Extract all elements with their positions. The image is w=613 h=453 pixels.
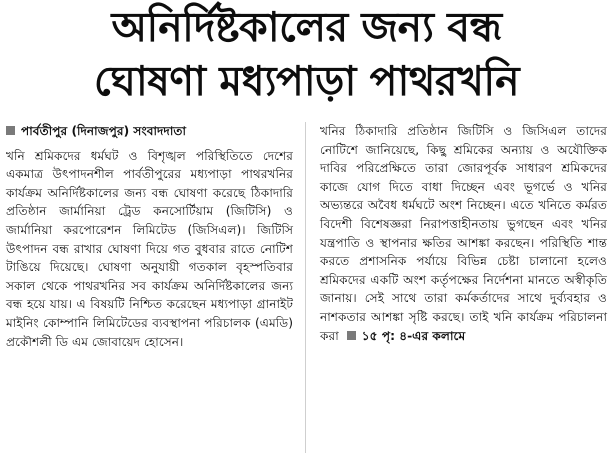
square-bullet-icon [6,126,15,135]
continued-on [339,329,465,343]
continued-on-text: ১৫ পৃ: ৪-এর কলামে [361,328,466,343]
dateline-text: পার্বতীপুর (দিনাজপুর) সংবাদদাতা [21,124,187,138]
dateline [6,122,293,141]
right-column-text [320,122,607,345]
square-marker-icon [347,331,356,340]
left-column-text: খনি শ্রমিকদের ধর্মঘট ও বিশৃঙ্খল পরিস্থিতিতে দেশের একমাত্র উৎপাদনশীল পার্বতীপুরের মধ্যপাড়া পাথরখনির কার্যক্রম অনির্দিষ্টকালের জন্য বন্ধ ঘোষণা করেছে ঠিকাদারি প্রতিষ্ঠান জার্মানিয়া ট্রেড কনসোর্টিয়াম (জিটিসি) ও জার্মানিয়া করপোরেশন লিমিটেড (জিসিএল)। জিটিসি উৎপাদন বন্ধ রাখার ঘোষণা দিয়ে গত বুধবার রাতে নোটিশ টাঙিয়ে দিয়েছে। ঘোষণা অনুযায়ী গতকাল বৃহস্পতিবার সকাল থেকে পাথরখনির সব কার্যক্রম অনির্দিষ্টকালের জন্য বন্ধ হয়ে যায়। এ বিষয়টি নিশ্চিত করেছেন মধ্যপাড়া গ্রানাইট মাইনিং কোম্পানি লিমিটেডের ব্যবস্থাপনা পরিচালক (এমডি) প্রকৌশলী ডি এম জোবায়েদ হোসেন। [6,148,293,349]
headline-line-2: ঘোষণা মধ্যপাড়া পাথরখনি [93,57,520,105]
right-column-paragraph: খনির ঠিকাদারি প্রতিষ্ঠান জিটিসি ও জিসিএল তাদের নোটিশে জানিয়েছে, কিছু শ্রমিকের অন্যায় ও অযৌক্তিক দাবির পরিপ্রেক্ষিতে তারা জোরপূর্বক সাধারণ শ্রমিকদের কাজে যোগ দিতে বাধা দিচ্ছেন এবং ভূগর্ভে ও খনির অভ্যন্তরে অবৈধ ধর্মঘটে অংশ নিচ্ছেন। এতে খনিতে কর্মরত বিদেশী বিশেষজ্ঞরা নিরাপত্তাহীনতায় ভুগছেন এবং খনির যন্ত্রপাতি ও স্থাপনার ক্ষতির আশঙ্কা করছেন। পরিস্থিতি শান্ত করতে প্রশাসনিক পর্যায়ে বিভিন্ন চেষ্টা চালানো হলেও শ্রমিকদের একটি অংশ কর্তৃপক্ষের নির্দেশনা মানতে অস্বীকৃতি জানায়। সেই সাথে তারা কর্মকর্তাদের সাথে দুর্ব্যবহার ও নাশকতার আশঙ্কা সৃষ্টি করছে। তাই খনি কার্যক্রম পরিচালনা করা [320,124,607,343]
right-column [320,122,607,453]
article-body [0,122,613,453]
headline-line-1: অনির্দিষ্টকালের জন্য বন্ধ [111,3,502,51]
left-column [6,122,306,453]
headline [0,0,613,108]
